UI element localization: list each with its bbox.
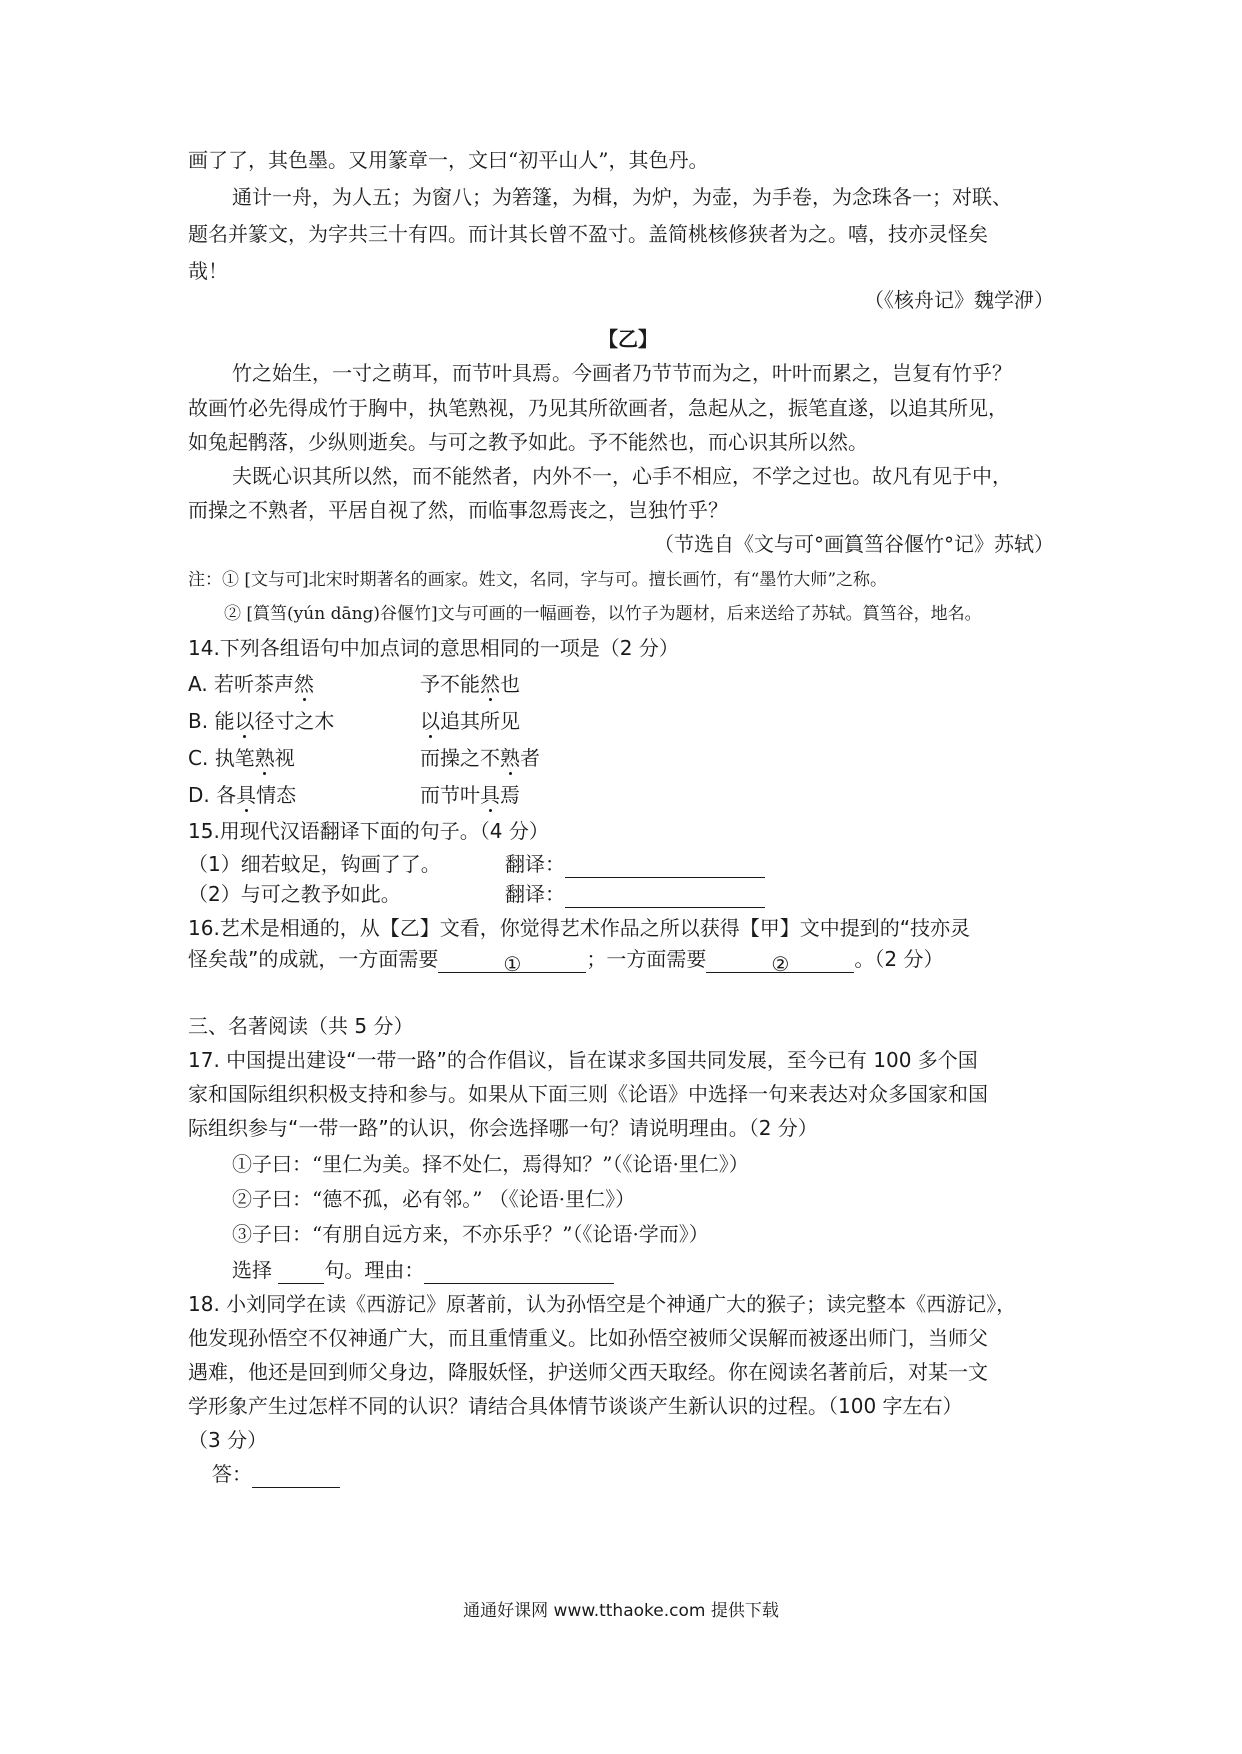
q14-option-b-label: B. <box>188 709 209 733</box>
q14-d-left-dotted: 具 <box>236 783 257 807</box>
q14-option-a-label: A. <box>188 672 208 696</box>
passage-a-para2-line-2: 题名并篆文，为字共三十有四。而计其长曾不盈寸。盖简桃核修狭者为之。嘻，技亦灵怪矣 <box>188 222 988 246</box>
q14-d-right-dotted: 具 <box>480 783 500 807</box>
q16-l2-post: 。（2 分） <box>854 947 944 971</box>
passage-b-para1-line-1: 竹之始生，一寸之萌耳，而节叶具焉。今画者乃节节而为之，叶叶而累之，岂复有竹乎？ <box>232 361 1012 385</box>
q17-reason-label: 句。理由： <box>324 1258 425 1282</box>
q15-sentence-1 <box>188 850 788 878</box>
q14-c-right-post: 者 <box>520 746 540 770</box>
passage-a-para2-line-1: 通计一舟，为人五；为窗八；为箬篷，为楫，为炉，为壶，为手卷，为念珠各一；对联、 <box>232 185 1012 209</box>
q14-a-right-post: 也 <box>500 672 520 696</box>
q14-a-right-text: 予不能 <box>420 672 480 696</box>
q18-line-3: 遇难，他还是回到师父身边，降服妖怪，护送师父西天取经。你在阅读名著前后，对某一文 <box>188 1360 988 1384</box>
q17-choice-blank[interactable] <box>278 1261 324 1284</box>
passage-a-line-1: 画了了，其色墨。又用篆章一，文曰“初平山人”，其色丹。 <box>188 148 709 172</box>
page-footer: 通通好课网 www.tthaoke.com 提供下载 <box>463 1601 779 1621</box>
q17-line-3: 际组织参与“一带一路”的认识，你会选择哪一句？请说明理由。（2 分） <box>188 1116 818 1140</box>
passage-b-note-2: ② [篔筜(yún dāng)谷偃竹]文与可画的一幅画卷，以竹子为题材，后来送给了苏轼。篔筜谷，地名。 <box>224 604 982 624</box>
q16-line-2 <box>188 945 944 976</box>
q14-stem: 14.下列各组语句中加点词的意思相同的一项是（2 分） <box>188 636 679 660</box>
q16-line-1: 16.艺术是相通的，从【乙】文看，你觉得艺术作品之所以获得【甲】文中提到的“技亦灵 <box>188 916 971 940</box>
q14-d-right-post: 焉 <box>500 783 520 807</box>
q14-option-b <box>188 707 788 735</box>
exam-page <box>188 0 1068 1754</box>
passage-b-para1-line-2: 故画竹必先得成竹于胸中，执笔熟视，乃见其所欲画者，急起从之，振笔直遂，以追其所见， <box>188 396 1008 420</box>
q15-s2-translate-label: 翻译： <box>505 882 565 906</box>
passage-b-heading: 【乙】 <box>598 327 658 351</box>
passage-b-para2-line-2: 而操之不熟者，平居自视了然，而临事忽焉丧之，岂独竹乎？ <box>188 498 728 522</box>
q18-answer-label: 答： <box>212 1462 252 1486</box>
q18-answer-blank[interactable] <box>252 1465 340 1488</box>
q18-answer-line <box>212 1460 340 1488</box>
passage-b-note-1: 注：① [文与可]北宋时期著名的画家。姓文，名同，字与可。擅长画竹，有“墨竹大师”之称。 <box>188 570 888 590</box>
q14-c-left-text: 执笔 <box>214 746 255 770</box>
q14-b-left-text: 能 <box>214 709 235 733</box>
q16-blank-1[interactable]: ① <box>438 950 586 973</box>
q15-sentence-2 <box>188 880 788 908</box>
q14-option-c <box>188 744 788 772</box>
q15-s1-answer-blank[interactable] <box>565 855 765 878</box>
q14-a-left-dotted: 然 <box>294 672 315 696</box>
q14-a-right-dotted: 然 <box>480 672 500 696</box>
passage-a-para2-line-3: 哉！ <box>188 259 228 283</box>
q17-quote-2: ②子曰：“德不孤，必有邻。” （《论语·里仁》） <box>232 1187 636 1211</box>
q17-answer-line <box>232 1256 614 1284</box>
q14-d-right-text: 而节叶 <box>420 783 480 807</box>
q18-line-2: 他发现孙悟空不仅神通广大，而且重情重义。比如孙悟空被师父误解而被逐出师门，当师父 <box>188 1326 988 1350</box>
passage-b-para2-line-1: 夫既心识其所以然，而不能然者，内外不一，心手不相应，不学之过也。故凡有见于中， <box>232 464 1012 488</box>
q17-line-1: 17. 中国提出建设“一带一路”的合作倡议，旨在谋求多国共同发展，至今已有 100 多个国 <box>188 1048 978 1072</box>
q14-c-left-post: 视 <box>274 746 295 770</box>
q18-line-5: （3 分） <box>188 1428 268 1452</box>
q14-c-left-dotted: 熟 <box>254 746 275 770</box>
q18-line-4: 学形象产生过怎样不同的认识？请结合具体情节谈谈产生新认识的过程。（100 字左右） <box>188 1394 963 1418</box>
q17-quote-3: ③子曰：“有朋自远方来，不亦乐乎？”（《论语·学而》） <box>232 1222 709 1246</box>
passage-a-source: （《核舟记》魏学洢） <box>864 288 1054 312</box>
q15-s1-translate-label: 翻译： <box>505 852 565 876</box>
q15-s2-text: （2）与可之教予如此。 <box>188 882 401 906</box>
q14-c-right-text: 而操之不 <box>420 746 500 770</box>
q17-reason-blank[interactable] <box>424 1261 614 1284</box>
q14-c-right-dotted: 熟 <box>500 746 520 770</box>
q14-b-right-dotted: 以 <box>420 709 440 733</box>
q16-l2-mid: ；一方面需要 <box>586 947 707 971</box>
q15-s1-text: （1）细若蚊足，钩画了了。 <box>188 852 441 876</box>
q15-s2-answer-blank[interactable] <box>565 885 765 908</box>
q14-option-c-label: C. <box>188 746 209 770</box>
q18-line-1: 18. 小刘同学在读《西游记》原著前，认为孙悟空是个神通广大的猴子；读完整本《西游记》， <box>188 1292 1017 1316</box>
q14-b-left-dotted: 以 <box>234 709 255 733</box>
q17-choose-label: 选择 <box>232 1258 272 1282</box>
q14-d-left-text: 各 <box>216 783 237 807</box>
q16-blank-2[interactable]: ② <box>706 950 854 973</box>
q14-option-d-label: D. <box>188 783 210 807</box>
q17-quote-1: ①子曰：“里仁为美。择不处仁，焉得知？”（《论语·里仁》） <box>232 1152 749 1176</box>
q14-a-left-text: 若听茶声 <box>214 672 295 696</box>
q17-line-2: 家和国际组织积极支持和参与。如果从下面三则《论语》中选择一句来表达对众多国家和国 <box>188 1082 988 1106</box>
q14-option-d <box>188 781 788 809</box>
passage-b-para1-line-3: 如兔起鹘落，少纵则逝矣。与可之教予如此。予不能然也，而心识其所以然。 <box>188 430 868 454</box>
q16-l2-pre: 怪矣哉”的成就，一方面需要 <box>188 947 439 971</box>
passage-b-source: （节选自《文与可°画篔筜谷偃竹°记》苏轼） <box>654 532 1054 556</box>
section-3-heading: 三、名著阅读（共 5 分） <box>188 1014 414 1038</box>
q14-option-a <box>188 670 788 698</box>
q14-d-left-post: 情态 <box>256 783 297 807</box>
q14-b-right-post: 追其所见 <box>440 709 520 733</box>
q15-stem: 15.用现代汉语翻译下面的句子。（4 分） <box>188 819 549 843</box>
q14-b-left-post: 径寸之木 <box>254 709 335 733</box>
